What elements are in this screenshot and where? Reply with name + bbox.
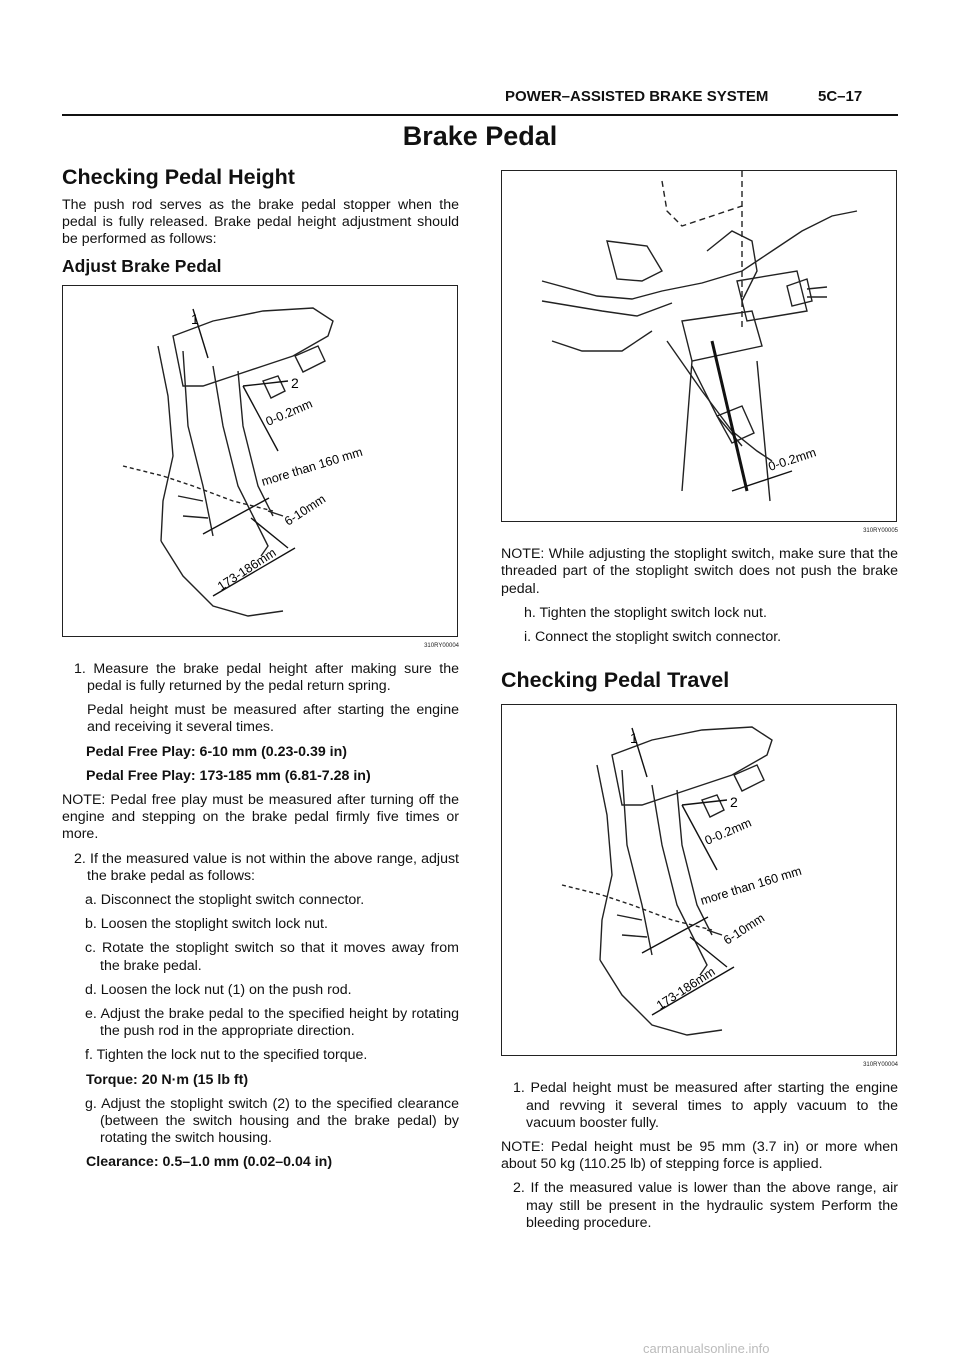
figure-pedal-travel xyxy=(501,704,897,1056)
substep-g: g. Adjust the stoplight switch (2) to the specified clearance (between the switch housing and the brake pedal) by rotating the switch housing. xyxy=(85,1095,459,1147)
substep-h: h. Tighten the stoplight switch lock nut. xyxy=(524,604,767,621)
label-switch-clearance: 0-0.2mm xyxy=(766,445,818,474)
figure-id-1: 310RY00004 xyxy=(424,642,459,649)
intro-paragraph: The push rod serves as the brake pedal stopper when the pedal is fully released. Brake pedal height adjustment should be performed as follows: xyxy=(62,197,459,248)
figure-id-3: 310RY00004 xyxy=(863,1062,898,1069)
step-2: 2. If the measured value is not within the above range, adjust the brake pedal as follows: xyxy=(74,850,459,884)
step-1-detail: Pedal height must be measured after starting the engine and receiving it several times. xyxy=(87,702,459,736)
callout-2: 2 xyxy=(730,794,738,811)
heading-checking-pedal-travel: Checking Pedal Travel xyxy=(501,668,730,693)
callout-1: 1 xyxy=(630,730,638,747)
page-title: Brake Pedal xyxy=(402,121,558,151)
page-number: 5C–17 xyxy=(818,88,863,105)
label-free-play: 6-10mm xyxy=(282,491,329,529)
travel-step-2: 2. If the measured value is lower than the above range, air may still be present in the hydraulic system Perform the bleeding procedure. xyxy=(513,1180,898,1231)
spec-clearance: Clearance: 0.5–1.0 mm (0.02–0.04 in) xyxy=(86,1154,333,1171)
callout-2: 2 xyxy=(291,374,299,391)
substep-i: i. Connect the stoplight switch connector. xyxy=(524,629,782,646)
switch-diagram xyxy=(502,171,896,521)
right-column xyxy=(501,170,898,1239)
substep-d: d. Loosen the lock nut (1) on the push rod. xyxy=(85,981,352,998)
pedal-diagram-1 xyxy=(63,286,457,636)
note-free-play: NOTE: Pedal free play must be measured after turning off the engine and stepping on the brake pedal firmly five times or more. xyxy=(62,792,459,843)
note-stoplight: NOTE: While adjusting the stoplight switch, make sure that the threaded part of the stoplight switch does not push the brake pedal. xyxy=(501,546,898,597)
pedal-diagram-2 xyxy=(502,705,896,1055)
travel-step-1: 1. Pedal height must be measured after starting the engine and revving it several times to apply vacuum to the vacuum booster fully. xyxy=(513,1080,898,1131)
label-clearance: 0-0.2mm xyxy=(263,396,315,429)
label-free-play: 6-10mm xyxy=(721,911,768,948)
heading-adjust-brake-pedal: Adjust Brake Pedal xyxy=(62,255,222,276)
label-pedal-range: 173-186mm xyxy=(215,545,279,594)
figure-stoplight-switch xyxy=(501,170,897,522)
figure-id-2: 310RY00005 xyxy=(863,528,898,534)
header-rule xyxy=(62,114,898,116)
label-clearance: 0-0.2mm xyxy=(702,815,754,848)
label-pedal-range: 173-186mm xyxy=(654,964,718,1013)
substep-e: e. Adjust the brake pedal to the specified height by rotating the push rod in the appropriate direction. xyxy=(85,1006,459,1040)
spec-torque: Torque: 20 N·m (15 lb ft) xyxy=(86,1071,249,1088)
figure-pedal-height xyxy=(62,285,458,637)
spec-free-play-2: Pedal Free Play: 173-185 mm (6.81-7.28 in) xyxy=(86,767,371,784)
substep-a: a. Disconnect the stoplight switch connector. xyxy=(85,892,365,909)
substep-b: b. Loosen the stoplight switch lock nut. xyxy=(85,916,328,933)
label-height: more than 160 mm xyxy=(259,444,365,489)
step-1: 1. Measure the brake pedal height after making sure the pedal is fully returned by the pedal return spring. xyxy=(74,660,459,695)
label-height: more than 160 mm xyxy=(698,864,804,909)
watermark: carmanualsonline.info xyxy=(643,1341,770,1356)
section-title: POWER–ASSISTED BRAKE SYSTEM xyxy=(505,88,769,105)
callout-1: 1 xyxy=(191,310,199,327)
left-column xyxy=(62,165,459,1179)
substep-f: f. Tighten the lock nut to the specified torque. xyxy=(85,1047,368,1064)
substep-c: c. Rotate the stoplight switch so that it moves away from the brake pedal. xyxy=(85,940,459,974)
heading-checking-pedal-height: Checking Pedal Height xyxy=(62,165,295,189)
spec-free-play-1: Pedal Free Play: 6-10 mm (0.23-0.39 in) xyxy=(86,743,348,760)
note-pedal-height: NOTE: Pedal height must be 95 mm (3.7 in) or more when about 50 kg (110.25 lb) of stepping force is applied. xyxy=(501,1139,898,1173)
